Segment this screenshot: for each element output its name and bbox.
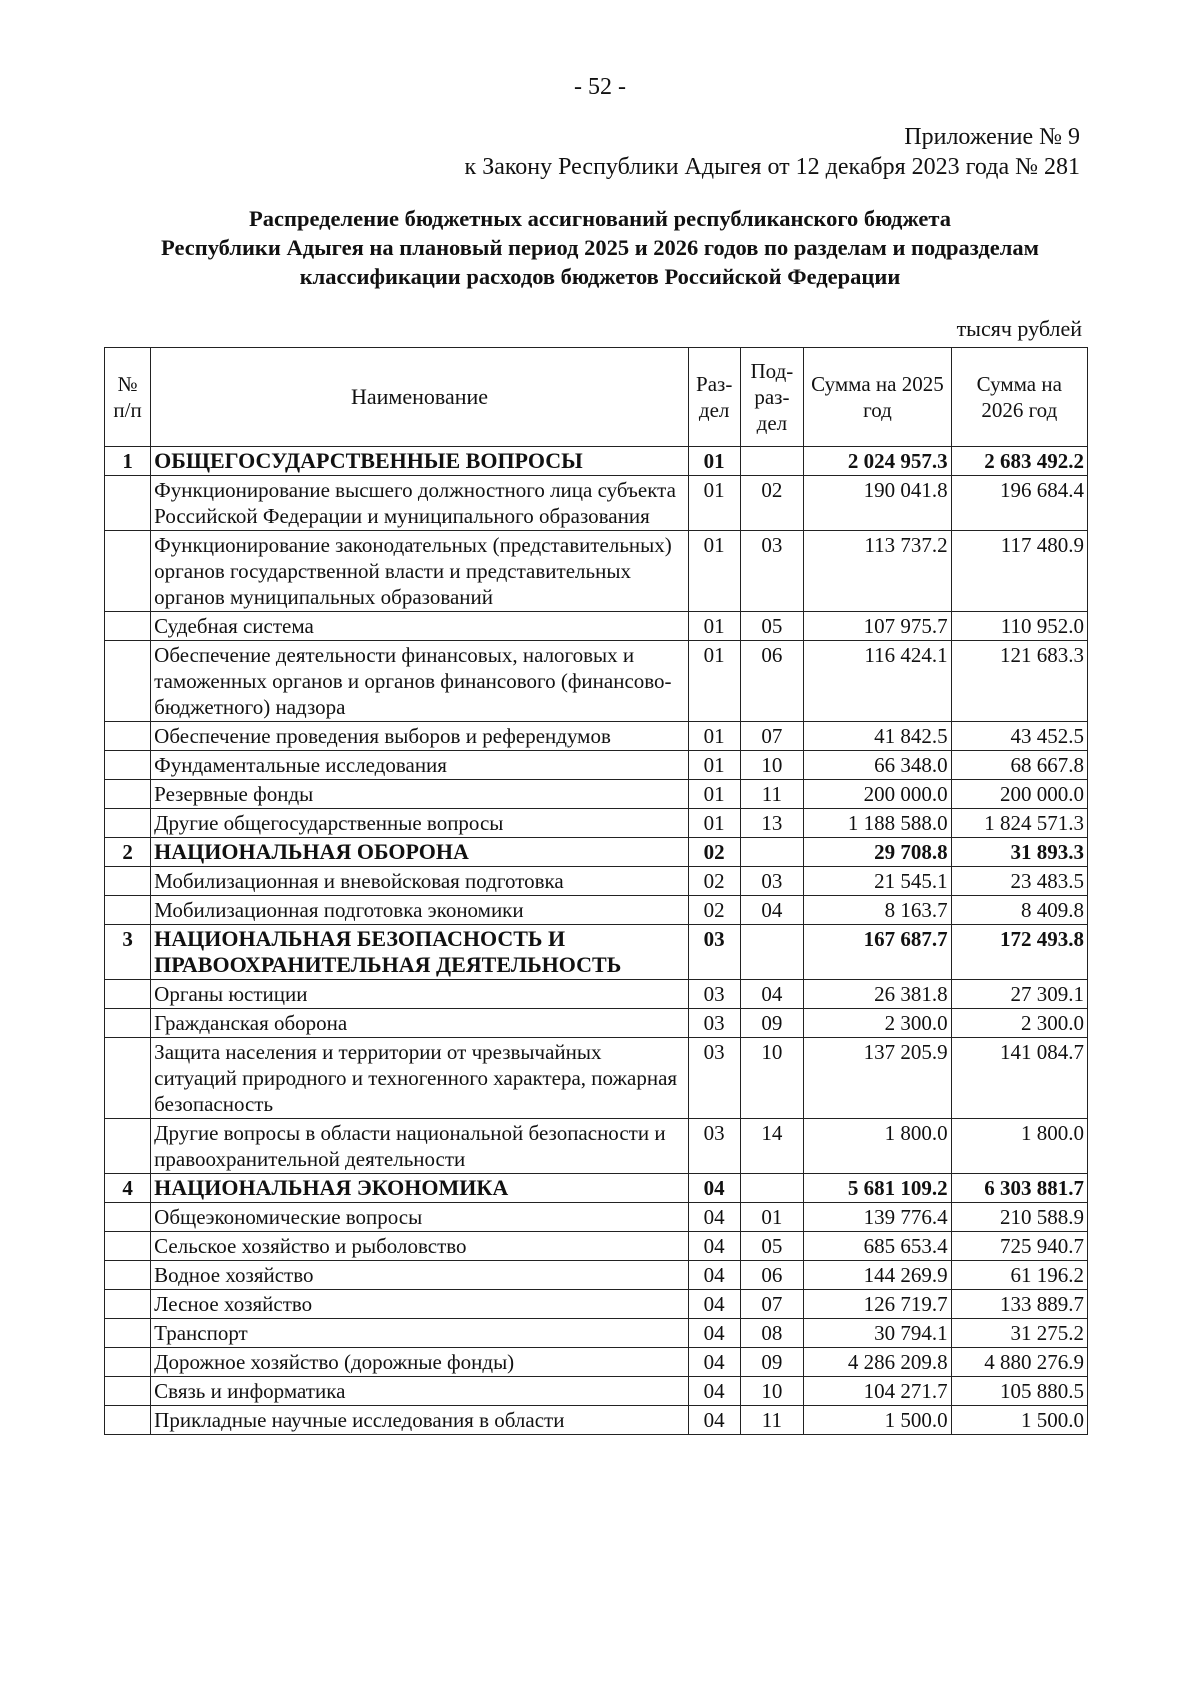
- row-name: Органы юстиции: [151, 980, 689, 1009]
- row-subsection: [740, 838, 804, 867]
- table-row: [105, 1232, 1088, 1261]
- title-line-2: Республики Адыгея на плановый период 2025 и 2026 годов по разделам и подразделам: [161, 235, 1039, 260]
- row-number: 1: [105, 447, 151, 476]
- table-row: [105, 1406, 1088, 1435]
- row-subsection: [740, 925, 804, 980]
- row-subsection: 10: [740, 751, 804, 780]
- row-name: Мобилизационная подготовка экономики: [151, 896, 689, 925]
- table-row: [105, 1038, 1088, 1119]
- row-sum-2026: 133 889.7: [951, 1290, 1087, 1319]
- table-row: [105, 809, 1088, 838]
- row-sum-2025: 200 000.0: [804, 780, 951, 809]
- appendix-note: [465, 122, 1080, 182]
- page-number: - 52 -: [574, 74, 626, 100]
- row-sum-2025: 5 681 109.2: [804, 1174, 951, 1203]
- row-sum-2026: 23 483.5: [951, 867, 1087, 896]
- row-section: 04: [688, 1174, 740, 1203]
- budget-table: [104, 347, 1088, 1435]
- row-sum-2026: 68 667.8: [951, 751, 1087, 780]
- row-sum-2025: 1 500.0: [804, 1406, 951, 1435]
- table-row: [105, 1009, 1088, 1038]
- row-number: [105, 896, 151, 925]
- row-subsection: [740, 1174, 804, 1203]
- row-number: [105, 1203, 151, 1232]
- row-subsection: 09: [740, 1009, 804, 1038]
- row-number: [105, 612, 151, 641]
- row-sum-2025: 8 163.7: [804, 896, 951, 925]
- row-name: Дорожное хозяйство (дорожные фонды): [151, 1348, 689, 1377]
- row-subsection: 01: [740, 1203, 804, 1232]
- row-section: 01: [688, 531, 740, 612]
- row-number: [105, 1232, 151, 1261]
- row-section: 03: [688, 925, 740, 980]
- row-subsection: 04: [740, 896, 804, 925]
- row-section: 01: [688, 612, 740, 641]
- row-name: Лесное хозяйство: [151, 1290, 689, 1319]
- row-sum-2025: 685 653.4: [804, 1232, 951, 1261]
- row-name: ОБЩЕГОСУДАРСТВЕННЫЕ ВОПРОСЫ: [151, 447, 689, 476]
- row-sum-2026: 4 880 276.9: [951, 1348, 1087, 1377]
- row-name: НАЦИОНАЛЬНАЯ ЭКОНОМИКА: [151, 1174, 689, 1203]
- row-name: Судебная система: [151, 612, 689, 641]
- row-name: Связь и информатика: [151, 1377, 689, 1406]
- row-subsection: 03: [740, 867, 804, 896]
- header-section: Раз-дел: [688, 348, 740, 447]
- row-number: [105, 1348, 151, 1377]
- row-number: [105, 1319, 151, 1348]
- row-number: 4: [105, 1174, 151, 1203]
- row-subsection: [740, 447, 804, 476]
- row-sum-2025: 21 545.1: [804, 867, 951, 896]
- row-subsection: 07: [740, 1290, 804, 1319]
- row-section: 03: [688, 1038, 740, 1119]
- table-row: [105, 980, 1088, 1009]
- section-row: [105, 838, 1088, 867]
- title-line-3: классификации расходов бюджетов Российской Федерации: [299, 264, 901, 289]
- row-sum-2026: 105 880.5: [951, 1377, 1087, 1406]
- row-section: 02: [688, 867, 740, 896]
- row-subsection: 11: [740, 780, 804, 809]
- row-name: Функционирование высшего должностного лица субъекта Российской Федерации и муниципального образования: [151, 476, 689, 531]
- row-number: [105, 1290, 151, 1319]
- row-sum-2026: 2 300.0: [951, 1009, 1087, 1038]
- row-sum-2026: 27 309.1: [951, 980, 1087, 1009]
- table-row: [105, 867, 1088, 896]
- row-sum-2026: 43 452.5: [951, 722, 1087, 751]
- row-subsection: 10: [740, 1377, 804, 1406]
- table-row: [105, 1290, 1088, 1319]
- row-subsection: 07: [740, 722, 804, 751]
- row-subsection: 02: [740, 476, 804, 531]
- row-number: [105, 722, 151, 751]
- row-sum-2025: 1 800.0: [804, 1119, 951, 1174]
- row-sum-2026: 31 275.2: [951, 1319, 1087, 1348]
- row-sum-2026: 200 000.0: [951, 780, 1087, 809]
- row-subsection: 13: [740, 809, 804, 838]
- row-section: 04: [688, 1406, 740, 1435]
- row-subsection: 04: [740, 980, 804, 1009]
- row-name: НАЦИОНАЛЬНАЯ БЕЗОПАСНОСТЬ И ПРАВООХРАНИТЕЛЬНАЯ ДЕЯТЕЛЬНОСТЬ: [151, 925, 689, 980]
- row-section: 03: [688, 1119, 740, 1174]
- row-number: [105, 476, 151, 531]
- row-name: Общеэкономические вопросы: [151, 1203, 689, 1232]
- row-section: 01: [688, 476, 740, 531]
- row-name: Другие вопросы в области национальной безопасности и правоохранительной деятельности: [151, 1119, 689, 1174]
- row-section: 01: [688, 780, 740, 809]
- row-sum-2026: 1 800.0: [951, 1119, 1087, 1174]
- row-sum-2025: 113 737.2: [804, 531, 951, 612]
- row-sum-2026: 31 893.3: [951, 838, 1087, 867]
- row-subsection: 09: [740, 1348, 804, 1377]
- row-number: [105, 1377, 151, 1406]
- row-sum-2026: 725 940.7: [951, 1232, 1087, 1261]
- row-section: 04: [688, 1348, 740, 1377]
- row-subsection: 10: [740, 1038, 804, 1119]
- row-name: Сельское хозяйство и рыболовство: [151, 1232, 689, 1261]
- row-number: [105, 867, 151, 896]
- row-section: 01: [688, 447, 740, 476]
- row-section: 04: [688, 1377, 740, 1406]
- row-section: 04: [688, 1203, 740, 1232]
- row-sum-2025: 4 286 209.8: [804, 1348, 951, 1377]
- table-row: [105, 780, 1088, 809]
- table-row: [105, 1377, 1088, 1406]
- row-number: 2: [105, 838, 151, 867]
- row-number: [105, 1009, 151, 1038]
- table-row: [105, 1348, 1088, 1377]
- row-sum-2026: 141 084.7: [951, 1038, 1087, 1119]
- row-number: [105, 1038, 151, 1119]
- section-row: [105, 1174, 1088, 1203]
- row-sum-2025: 1 188 588.0: [804, 809, 951, 838]
- header-sum-2025: Сумма на 2025 год: [804, 348, 951, 447]
- row-sum-2025: 30 794.1: [804, 1319, 951, 1348]
- row-sum-2025: 2 300.0: [804, 1009, 951, 1038]
- row-name: Другие общегосударственные вопросы: [151, 809, 689, 838]
- units-label: тысяч рублей: [956, 316, 1082, 341]
- row-name: Мобилизационная и вневойсковая подготовка: [151, 867, 689, 896]
- row-subsection: 08: [740, 1319, 804, 1348]
- header-num: № п/п: [105, 348, 151, 447]
- row-section: 02: [688, 838, 740, 867]
- header-name: Наименование: [151, 348, 689, 447]
- table-header-row: [105, 348, 1088, 447]
- row-section: 04: [688, 1232, 740, 1261]
- row-section: 04: [688, 1261, 740, 1290]
- row-number: [105, 1261, 151, 1290]
- row-name: Функционирование законодательных (представительных) органов государственной власти и представительных органов муниципальных образований: [151, 531, 689, 612]
- row-section: 04: [688, 1290, 740, 1319]
- row-section: 01: [688, 722, 740, 751]
- row-number: [105, 1406, 151, 1435]
- row-number: [105, 980, 151, 1009]
- row-name: Защита населения и территории от чрезвычайных ситуаций природного и техногенного характера, пожарная безопасность: [151, 1038, 689, 1119]
- row-sum-2025: 167 687.7: [804, 925, 951, 980]
- table-body: [105, 447, 1088, 1435]
- document-title: [100, 204, 1100, 291]
- row-section: 01: [688, 751, 740, 780]
- table-row: [105, 1261, 1088, 1290]
- row-sum-2025: 137 205.9: [804, 1038, 951, 1119]
- row-sum-2026: 172 493.8: [951, 925, 1087, 980]
- row-sum-2025: 26 381.8: [804, 980, 951, 1009]
- row-subsection: 06: [740, 1261, 804, 1290]
- table-row: [105, 722, 1088, 751]
- row-section: 01: [688, 809, 740, 838]
- row-name: Резервные фонды: [151, 780, 689, 809]
- row-name: Гражданская оборона: [151, 1009, 689, 1038]
- row-sum-2026: 110 952.0: [951, 612, 1087, 641]
- row-section: 02: [688, 896, 740, 925]
- row-sum-2025: 144 269.9: [804, 1261, 951, 1290]
- row-number: [105, 809, 151, 838]
- row-name: Водное хозяйство: [151, 1261, 689, 1290]
- row-subsection: 11: [740, 1406, 804, 1435]
- table-row: [105, 1119, 1088, 1174]
- row-name: Обеспечение деятельности финансовых, налоговых и таможенных органов и органов финансового (финансово-бюджетного) надзора: [151, 641, 689, 722]
- row-sum-2025: 190 041.8: [804, 476, 951, 531]
- row-sum-2026: 6 303 881.7: [951, 1174, 1087, 1203]
- row-section: 01: [688, 641, 740, 722]
- row-number: [105, 641, 151, 722]
- row-sum-2025: 41 842.5: [804, 722, 951, 751]
- row-number: [105, 780, 151, 809]
- row-sum-2025: 126 719.7: [804, 1290, 951, 1319]
- row-sum-2025: 104 271.7: [804, 1377, 951, 1406]
- table-row: [105, 1203, 1088, 1232]
- table-row: [105, 612, 1088, 641]
- row-subsection: 03: [740, 531, 804, 612]
- row-sum-2026: 117 480.9: [951, 531, 1087, 612]
- table-row: [105, 476, 1088, 531]
- row-name: НАЦИОНАЛЬНАЯ ОБОРОНА: [151, 838, 689, 867]
- table-row: [105, 641, 1088, 722]
- row-sum-2026: 210 588.9: [951, 1203, 1087, 1232]
- row-section: 04: [688, 1319, 740, 1348]
- row-subsection: 06: [740, 641, 804, 722]
- row-number: 3: [105, 925, 151, 980]
- row-number: [105, 751, 151, 780]
- row-number: [105, 531, 151, 612]
- row-name: Обеспечение проведения выборов и референдумов: [151, 722, 689, 751]
- table-row: [105, 751, 1088, 780]
- row-sum-2026: 8 409.8: [951, 896, 1087, 925]
- row-name: Транспорт: [151, 1319, 689, 1348]
- row-number: [105, 1119, 151, 1174]
- row-sum-2025: 2 024 957.3: [804, 447, 951, 476]
- table-row: [105, 1319, 1088, 1348]
- row-sum-2025: 29 708.8: [804, 838, 951, 867]
- row-sum-2026: 1 824 571.3: [951, 809, 1087, 838]
- row-sum-2026: 196 684.4: [951, 476, 1087, 531]
- row-sum-2026: 121 683.3: [951, 641, 1087, 722]
- row-sum-2026: 61 196.2: [951, 1261, 1087, 1290]
- appendix-line-1: Приложение № 9: [904, 124, 1080, 150]
- table-row: [105, 531, 1088, 612]
- row-sum-2026: 2 683 492.2: [951, 447, 1087, 476]
- row-name: Фундаментальные исследования: [151, 751, 689, 780]
- header-subsection: Под-раз-дел: [740, 348, 804, 447]
- row-subsection: 14: [740, 1119, 804, 1174]
- section-row: [105, 447, 1088, 476]
- title-line-1: Распределение бюджетных ассигнований республиканского бюджета: [249, 206, 951, 231]
- row-subsection: 05: [740, 612, 804, 641]
- row-sum-2026: 1 500.0: [951, 1406, 1087, 1435]
- row-sum-2025: 66 348.0: [804, 751, 951, 780]
- row-sum-2025: 139 776.4: [804, 1203, 951, 1232]
- table-row: [105, 896, 1088, 925]
- header-sum-2026: Сумма на 2026 год: [951, 348, 1087, 447]
- row-name: Прикладные научные исследования в области: [151, 1406, 689, 1435]
- section-row: [105, 925, 1088, 980]
- row-subsection: 05: [740, 1232, 804, 1261]
- row-sum-2025: 116 424.1: [804, 641, 951, 722]
- row-section: 03: [688, 980, 740, 1009]
- row-sum-2025: 107 975.7: [804, 612, 951, 641]
- appendix-line-2: к Закону Республики Адыгея от 12 декабря 2023 года № 281: [464, 154, 1080, 180]
- row-section: 03: [688, 1009, 740, 1038]
